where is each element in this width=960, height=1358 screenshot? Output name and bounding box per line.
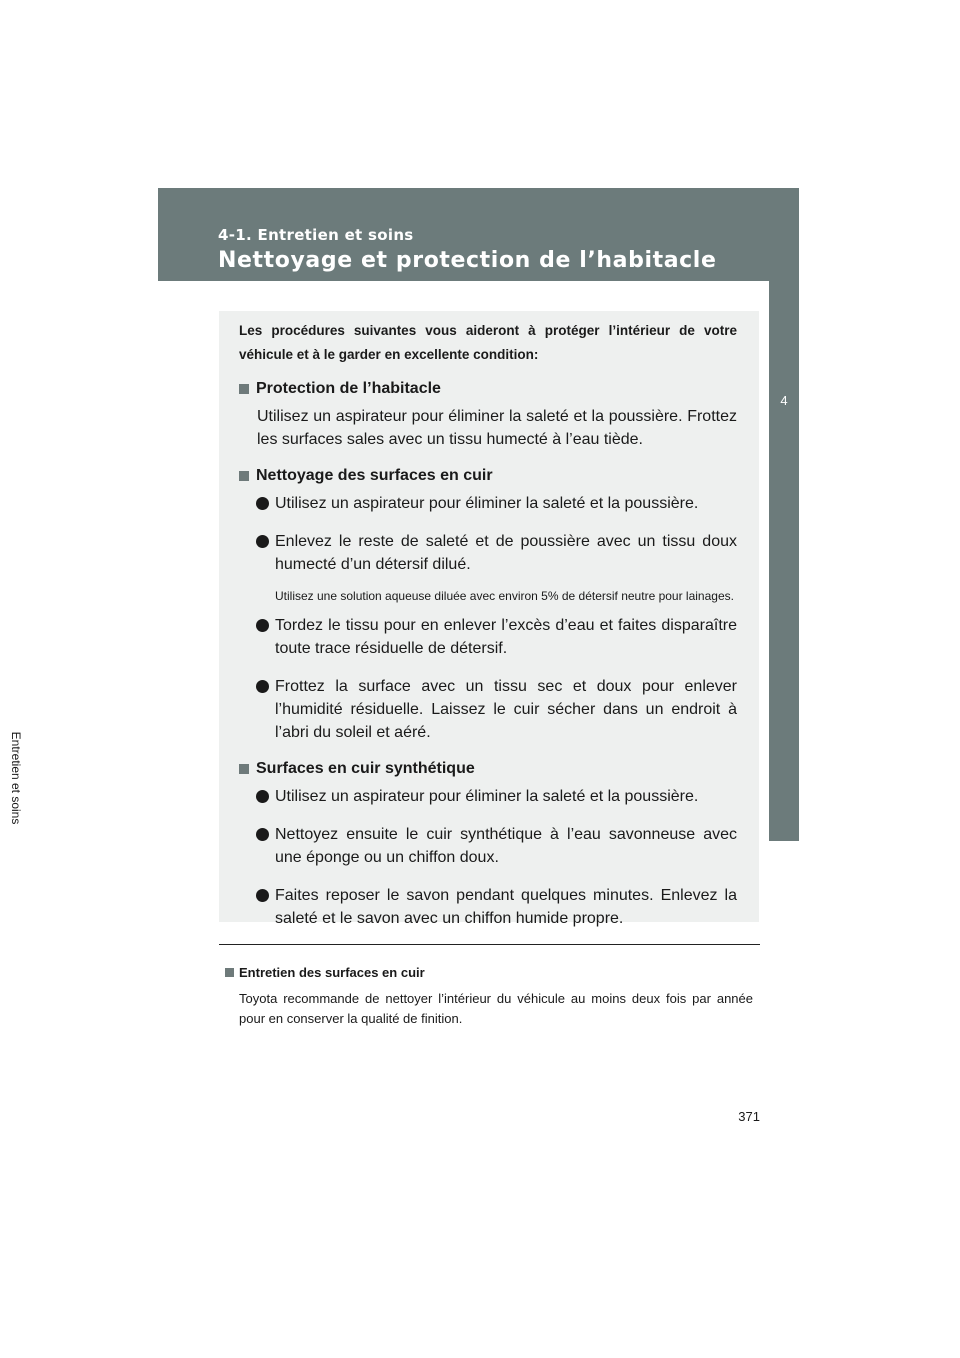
chapter-side-label <box>1 718 31 838</box>
section-label: 4-1. Entretien et soins <box>218 226 414 244</box>
list-item <box>275 530 737 576</box>
list-item-text: Faites reposer le savon pendant quelques minutes. Enlevez la saleté et le savon avec un chiffon humide propre. <box>275 887 737 927</box>
square-bullet-icon <box>239 471 249 481</box>
chapter-header <box>158 188 799 281</box>
page-number: 371 <box>738 1109 760 1124</box>
bullet-dot-icon <box>256 497 269 510</box>
list-item <box>275 492 737 515</box>
square-bullet-icon <box>225 968 234 977</box>
list-item <box>275 675 737 744</box>
square-bullet-icon <box>239 384 249 394</box>
divider <box>219 944 760 945</box>
list-item <box>275 884 737 930</box>
bullet-dot-icon <box>256 680 269 693</box>
list-item-text: Utilisez un aspirateur pour éliminer la saleté et la poussière. <box>275 788 699 805</box>
bullet-dot-icon <box>256 619 269 632</box>
page-title: Nettoyage et protection de l’habitacle <box>218 248 717 273</box>
subsection-heading-text: Nettoyage des surfaces en cuir <box>256 467 493 484</box>
footnote-text: Toyota recommande de nettoyer l’intérieur du véhicule au moins deux fois par année pour en conserver la qualité de finition. <box>239 991 753 1026</box>
list-item <box>275 614 737 660</box>
list-item-text: Frottez la surface avec un tissu sec et doux pour enlever l’humidité résiduelle. Laissez le cuir sécher dans un endroit à l’abri du soleil et aéré. <box>275 678 737 741</box>
square-bullet-icon <box>239 764 249 774</box>
footnote-heading-text: Entretien des surfaces en cuir <box>239 965 425 980</box>
subsection-heading-text: Surfaces en cuir synthétique <box>256 760 475 777</box>
subsection-heading-text: Protection de l’habitacle <box>256 380 441 397</box>
list-item-text: Tordez le tissu pour en enlever l’excès d’eau et faites disparaître toute trace résiduelle de détersif. <box>275 617 737 657</box>
list-item-text: Utilisez un aspirateur pour éliminer la saleté et la poussière. <box>275 495 699 512</box>
paragraph: Utilisez un aspirateur pour éliminer la saleté et la poussière. Frottez les surfaces sales avec un tissu humecté à l’eau tiède. <box>257 408 737 448</box>
chapter-number: 4 <box>780 393 788 408</box>
chapter-side-tab <box>769 281 799 841</box>
footnote-heading <box>225 965 425 980</box>
bullet-dot-icon <box>256 828 269 841</box>
list-item-text: Enlevez le reste de saleté et de poussière avec un tissu doux humecté d’un détersif dilué. <box>275 533 737 573</box>
subsection-heading <box>239 759 737 779</box>
subsection-heading <box>239 379 737 399</box>
subsection-heading <box>239 466 737 486</box>
bullet-dot-icon <box>256 889 269 902</box>
bullet-dot-icon <box>256 535 269 548</box>
chapter-side-label-text: Entretien et soins <box>9 731 23 825</box>
list-item <box>275 823 737 869</box>
intro-text: Les procédures suivantes vous aideront à protéger l’intérieur de votre véhicule et à le garder en excellente condition: <box>239 323 737 362</box>
list-item-text: Nettoyez ensuite le cuir synthétique à l’eau savonneuse avec une éponge ou un chiffon doux. <box>275 826 737 866</box>
bullet-dot-icon <box>256 790 269 803</box>
note-text: Utilisez une solution aqueuse diluée avec environ 5% de détersif neutre pour lainages. <box>275 589 734 603</box>
list-item <box>275 785 737 808</box>
procedure-box <box>219 311 759 927</box>
